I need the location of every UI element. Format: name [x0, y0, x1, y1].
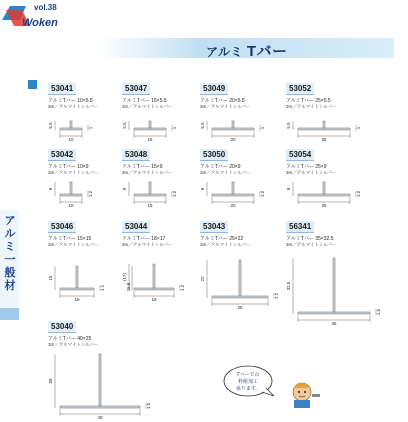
width-label: 20 [230, 137, 236, 142]
thickness-label: 1.2 [180, 284, 185, 292]
product-code: 53047 [122, 83, 150, 95]
width-label: 25 [237, 305, 243, 310]
side-category-label: アルミ一般材 [4, 215, 16, 292]
product-spec: 3m／アルマイトシルバー [200, 104, 251, 109]
product-item [122, 144, 200, 208]
profile-stem [323, 182, 325, 194]
profile-flange [212, 296, 268, 298]
product-name: アルミTバー 25×9 [286, 164, 327, 170]
profile-stem [76, 266, 78, 288]
product-item [48, 316, 151, 420]
profile-drawing [200, 104, 270, 144]
thickness-label: 1.1 [100, 284, 105, 292]
profile-drawing [48, 342, 151, 422]
profile-flange [212, 128, 254, 130]
profile-stem [149, 121, 151, 128]
product-code: 53042 [48, 149, 76, 161]
height-label: 9 [48, 187, 53, 191]
height-label: 5.5 [286, 122, 291, 129]
profile-stem [232, 121, 234, 128]
callout-line-1: Tバーでの [236, 372, 260, 378]
product-spec: 3m／アルマイトシルバー [122, 242, 173, 247]
thickness-label: 1.2 [274, 292, 279, 300]
height-label: 32.5 [286, 281, 291, 291]
height-label: 5.5 [122, 122, 127, 129]
product-spec: 3m／アルマイトシルバー [48, 242, 99, 247]
product-spec: 3m／アルマイトシルバー [48, 104, 99, 109]
product-item [122, 78, 200, 142]
product-code: 53044 [122, 221, 150, 233]
profile-flange [298, 312, 370, 314]
thickness-label: 1 [172, 126, 177, 130]
height-label: (17) [122, 272, 127, 282]
thickness-label: 1 [88, 126, 93, 130]
height-label: 5.5 [200, 122, 205, 129]
profile-flange [298, 128, 350, 130]
profile-stem [70, 182, 72, 194]
product-code: 53041 [48, 83, 76, 95]
profile-stem [153, 264, 155, 288]
height-label: 25 [48, 378, 53, 384]
thickness-label: 1.2 [260, 190, 265, 198]
product-spec: 3m／アルマイトシルバー [286, 242, 337, 247]
width-label: 40 [97, 415, 103, 420]
profile-stem [99, 354, 101, 406]
height-label: 9 [200, 187, 205, 191]
profile-drawing [286, 170, 364, 210]
product-spec: 3m／アルマイトシルバー [48, 342, 99, 347]
product-item [286, 144, 364, 208]
thickness-label: 1 [260, 126, 265, 130]
product-code: 53043 [200, 221, 228, 233]
height-label: 9 [122, 187, 127, 191]
product-name: アルミTバー 25×22 [200, 236, 244, 242]
product-code: 53040 [48, 321, 76, 333]
product-code: 53048 [122, 149, 150, 161]
mascot-illustration [284, 378, 324, 408]
product-code: 53052 [286, 83, 314, 95]
profile-flange [134, 128, 166, 130]
thickness-label: 1.2 [356, 190, 361, 198]
profile-stem [323, 121, 325, 128]
profile-drawing [122, 104, 192, 144]
thickness-label: 1.5 [376, 308, 381, 316]
volume-label: vol.38 [34, 3, 57, 12]
product-spec: 3m／アルマイトシルバー [122, 104, 173, 109]
width-label: 20 [230, 203, 236, 208]
width-label: 25 [321, 203, 327, 208]
product-item [200, 216, 279, 310]
profile-flange [60, 194, 82, 196]
page-title-prefix: アルミ [206, 45, 244, 59]
profile-stem [232, 182, 234, 194]
profile-drawing [200, 242, 280, 312]
profile-drawing [48, 170, 118, 210]
height-label: 9 [286, 187, 291, 191]
width-label: 10 [68, 203, 74, 208]
profile-flange [60, 406, 140, 408]
product-item [122, 216, 200, 302]
thickness-label: 1.5 [146, 402, 151, 410]
height-label: 15 [48, 275, 53, 281]
product-item [48, 78, 126, 142]
profile-drawing [48, 104, 118, 144]
product-item [200, 144, 278, 208]
product-item [286, 78, 364, 142]
width-label: 10 [68, 137, 74, 142]
speech-bubble [222, 364, 274, 400]
width-label: 15 [147, 203, 153, 208]
product-name: アルミTバー 25×5.5 [286, 98, 331, 104]
profile-stem [333, 258, 335, 312]
thickness-label: 1.2 [172, 190, 177, 198]
product-spec: 3m／アルマイトシルバー [286, 170, 337, 175]
width-label: 25 [321, 137, 327, 142]
profile-drawing [48, 242, 118, 304]
width-label: 15 [147, 137, 153, 142]
profile-stem [149, 182, 151, 194]
width-label: 35 [331, 321, 337, 326]
page-title [206, 40, 288, 61]
height-label: 5.5 [48, 122, 53, 129]
product-name: アルミTバー 15×5.5 [122, 98, 167, 104]
callout-line-3: 承ります。 [235, 386, 261, 392]
height2-label: 15.8 [126, 282, 131, 292]
brand-name: Woken [22, 17, 58, 29]
product-spec: 3m／アルマイトシルバー [122, 170, 173, 175]
product-name: アルミTバー 20×9 [200, 164, 241, 170]
product-name: アルミTバー 15×9 [122, 164, 163, 170]
product-spec: 3m／アルマイトシルバー [48, 170, 99, 175]
profile-flange [134, 194, 166, 196]
product-code: 53050 [200, 149, 228, 161]
product-name: アルミTバー 18×17 [122, 236, 166, 242]
product-name: アルミTバー 40×25 [48, 336, 92, 342]
profile-drawing [122, 170, 192, 210]
profile-flange [60, 128, 82, 130]
thickness-label: 1 [356, 126, 361, 130]
profile-flange [134, 288, 174, 290]
height-label: 22 [200, 276, 205, 282]
product-item [48, 144, 126, 208]
product-name: アルミTバー 35×32.5 [286, 236, 334, 242]
product-code: 56341 [286, 221, 314, 233]
side-accent-band [0, 308, 19, 320]
product-code: 53049 [200, 83, 228, 95]
profile-flange [212, 194, 254, 196]
product-name: アルミTバー 10×5.5 [48, 98, 93, 104]
profile-flange [60, 288, 94, 290]
product-spec: 3m／アルマイトシルバー [200, 242, 251, 247]
profile-stem [70, 121, 72, 128]
product-spec: 3m／アルマイトシルバー [286, 104, 337, 109]
product-name: アルミTバー 15×15 [48, 236, 92, 242]
page-title-main: Tバー [246, 43, 288, 60]
product-spec: 3m／アルマイトシルバー [200, 170, 251, 175]
product-name: アルミTバー 20×5.5 [200, 98, 245, 104]
profile-drawing [200, 170, 270, 210]
profile-drawing [286, 242, 381, 328]
thickness-label: 1.2 [88, 190, 93, 198]
product-code: 53046 [48, 221, 76, 233]
profile-flange [298, 194, 350, 196]
product-name: アルミTバー 10×9 [48, 164, 89, 170]
width-label: 18 [151, 297, 157, 302]
section-marker [28, 80, 37, 89]
product-item [200, 78, 278, 142]
width-label: 15 [74, 297, 80, 302]
profile-drawing [122, 242, 192, 304]
product-item [286, 216, 381, 326]
product-code: 53054 [286, 149, 314, 161]
callout-line-2: 枠組加工 [237, 379, 259, 385]
profile-stem [239, 260, 241, 296]
profile-drawing [286, 104, 364, 144]
